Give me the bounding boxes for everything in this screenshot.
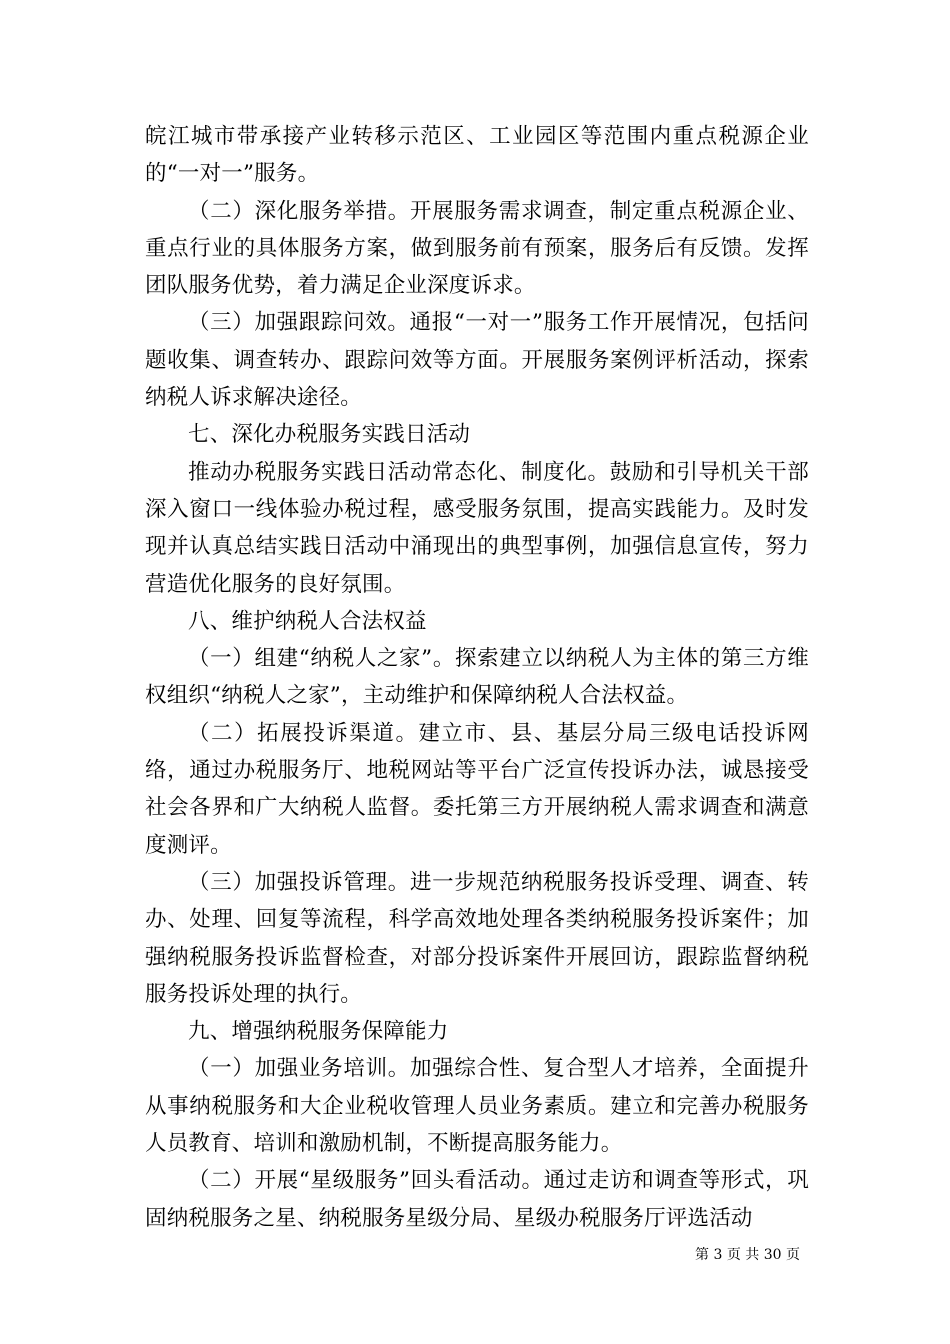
paragraph-complaint-channels: （二）拓展投诉渠道。建立市、县、基层分局三级电话投诉网络，通过办税服务厅、地税网站等平台广泛宣传投诉办法，诚恳接受社会各界和广大纳税人监督。委托第三方开展纳税人需求调查和满意度测评。 (145, 720, 809, 858)
page-number-footer: 第 3 页 共 30 页 (695, 1247, 800, 1263)
paragraph-complaint-management: （三）加强投诉管理。进一步规范纳税服务投诉受理、调查、转办、处理、回复等流程，科学高效地处理各类纳税服务投诉案件；加强纳税服务投诉监督检查，对部分投诉案件开展回访，跟踪监督纳税服务投诉处理的执行。 (145, 869, 809, 1007)
document-body (145, 118, 809, 1237)
paragraph-practice-day: 推动办税服务实践日活动常态化、制度化。鼓励和引导机关干部深入窗口一线体验办税过程，感受服务氛围，提高实践能力。及时发现并认真总结实践日活动中涌现出的典型事例，加强信息宣传，努力营造优化服务的良好氛围。 (145, 459, 809, 597)
section-heading-eight: 八、维护纳税人合法权益 (188, 608, 427, 634)
section-heading-nine: 九、增强纳税服务保障能力 (188, 1019, 449, 1045)
paragraph-continuation: 皖江城市带承接产业转移示范区、工业园区等范围内重点税源企业的“一对一”服务。 (145, 124, 809, 187)
paragraph-taxpayer-home: （一）组建“纳税人之家”。探索建立以纳税人为主体的第三方维权组织“纳税人之家”，主动维护和保障纳税人合法权益。 (145, 646, 809, 709)
paragraph-deepen-service-measures: （二）深化服务举措。开展服务需求调查，制定重点税源企业、重点行业的具体服务方案，做到服务前有预案，服务后有反馈。发挥团队服务优势，着力满足企业深度诉求。 (145, 198, 809, 299)
paragraph-business-training: （一）加强业务培训。加强综合性、复合型人才培养，全面提升从事纳税服务和大企业税收管理人员业务素质。建立和完善办税服务人员教育、培训和激励机制，不断提高服务能力。 (145, 1056, 809, 1157)
paragraph-strengthen-tracking: （三）加强跟踪问效。通报“一对一”服务工作开展情况，包括问题收集、调查转办、跟踪问效等方面。开展服务案例评析活动，探索纳税人诉求解决途径。 (145, 310, 809, 411)
paragraph-star-service: （二）开展“星级服务”回头看活动。通过走访和调查等形式，巩固纳税服务之星、纳税服务星级分局、星级办税服务厅评选活动 (145, 1168, 809, 1231)
section-heading-seven: 七、深化办税服务实践日活动 (188, 422, 471, 448)
